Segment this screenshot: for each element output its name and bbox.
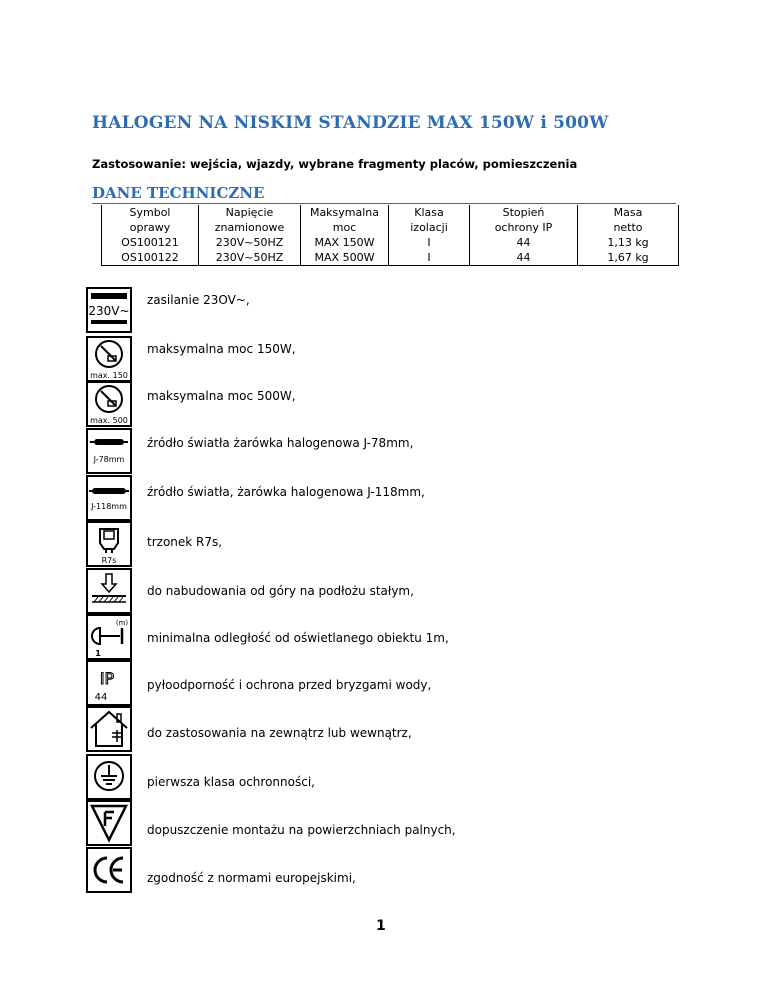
feature-text: maksymalna moc 150W, <box>147 342 296 356</box>
feature-item <box>86 287 686 335</box>
table-header-cell: znamionowe <box>199 220 301 235</box>
flammable-surface-icon <box>86 800 132 846</box>
distance-value-label: 1 <box>95 649 101 658</box>
voltage-label: 230V~ <box>88 304 130 318</box>
table-cell: 1,67 kg <box>578 250 679 266</box>
feature-text: trzonek R7s, <box>147 535 223 549</box>
feature-item <box>86 336 686 384</box>
feature-text: pierwsza klasa ochronności, <box>147 775 315 789</box>
feature-item <box>86 614 686 662</box>
table-header-row-2 <box>102 220 679 235</box>
section-underline <box>92 203 676 204</box>
table-header-cell: izolacji <box>389 220 470 235</box>
section-heading: DANE TECHNICZNE <box>92 184 265 202</box>
power-label: max. 150 <box>90 371 128 380</box>
table-header-cell: ochrony IP <box>470 220 578 235</box>
ce-mark-icon <box>86 847 132 893</box>
table-header-cell: netto <box>578 220 679 235</box>
socket-r7s-icon <box>86 521 132 567</box>
max-power-150-icon <box>86 336 132 382</box>
usage-text: Zastosowanie: wejścia, wjazdy, wybrane fragmenty placów, pomieszczenia <box>92 157 578 171</box>
feature-text: dopuszczenie montażu na powierzchniach palnych, <box>147 823 456 837</box>
feature-item <box>86 568 686 616</box>
bulb-label: J-78mm <box>93 455 125 464</box>
table-cell: OS100121 <box>102 235 199 250</box>
feature-item <box>86 475 686 523</box>
table-header-cell: moc <box>301 220 389 235</box>
feature-item <box>86 800 686 848</box>
page-number: 1 <box>376 918 386 934</box>
ip44-icon <box>86 660 132 706</box>
bulb-label: J-118mm <box>91 502 127 511</box>
table-cell: MAX 150W <box>301 235 389 250</box>
table-header-cell: Napięcie <box>199 205 301 220</box>
feature-text: do zastosowania na zewnątrz lub wewnątrz, <box>147 726 412 740</box>
ip-value-label: 44 <box>94 692 108 703</box>
feature-item <box>86 660 686 708</box>
table-cell: 44 <box>470 235 578 250</box>
feature-item <box>86 847 686 895</box>
ip-label: IP <box>99 669 115 688</box>
table-cell: MAX 500W <box>301 250 389 266</box>
protection-class-i-icon <box>86 754 132 800</box>
table-cell: I <box>389 235 470 250</box>
min-distance-icon <box>86 614 132 660</box>
indoor-outdoor-icon <box>86 706 132 752</box>
table-row <box>102 235 679 250</box>
feature-item <box>86 521 686 569</box>
table-cell: 230V~50HZ <box>199 235 301 250</box>
table-header-cell: Klasa <box>389 205 470 220</box>
table-cell: 44 <box>470 250 578 266</box>
mount-from-top-icon <box>86 568 132 614</box>
feature-text: zasilanie 23OV~, <box>147 293 250 307</box>
halogen-bulb-78mm-icon <box>86 428 132 474</box>
feature-item <box>86 428 686 476</box>
table-row <box>102 250 679 266</box>
table-cell: 230V~50HZ <box>199 250 301 266</box>
power-label: max. 500 <box>90 416 128 425</box>
table-cell: I <box>389 250 470 266</box>
feature-item <box>86 754 686 802</box>
table-header-row-1 <box>102 205 679 220</box>
max-power-500-icon <box>86 381 132 427</box>
feature-text: źródło światła, żarówka halogenowa J-118mm, <box>147 485 425 499</box>
table-cell: OS100122 <box>102 250 199 266</box>
voltage-230v-icon <box>86 287 132 333</box>
halogen-bulb-118mm-icon <box>86 475 132 521</box>
feature-text: maksymalna moc 500W, <box>147 389 296 403</box>
table-header-cell: Stopień <box>470 205 578 220</box>
spec-table <box>101 205 679 266</box>
document-title: HALOGEN NA NISKIM STANDZIE MAX 150W i 500W <box>92 113 609 133</box>
feature-text: pyłoodporność i ochrona przed bryzgami wody, <box>147 678 432 692</box>
table-header-cell: Maksymalna <box>301 205 389 220</box>
table-header-cell: Masa <box>578 205 679 220</box>
table-header-cell: oprawy <box>102 220 199 235</box>
distance-unit-label: (m) <box>115 619 129 627</box>
socket-label: R7s <box>101 556 117 565</box>
feature-text: do nabudowania od góry na podłożu stałym, <box>147 584 414 598</box>
table-header-cell: Symbol <box>102 205 199 220</box>
table-cell: 1,13 kg <box>578 235 679 250</box>
feature-text: źródło światła żarówka halogenowa J-78mm, <box>147 436 414 450</box>
feature-item <box>86 381 686 429</box>
feature-item <box>86 706 686 754</box>
feature-text: minimalna odległość od oświetlanego obiektu 1m, <box>147 631 449 645</box>
feature-text: zgodność z normami europejskimi, <box>147 871 356 885</box>
